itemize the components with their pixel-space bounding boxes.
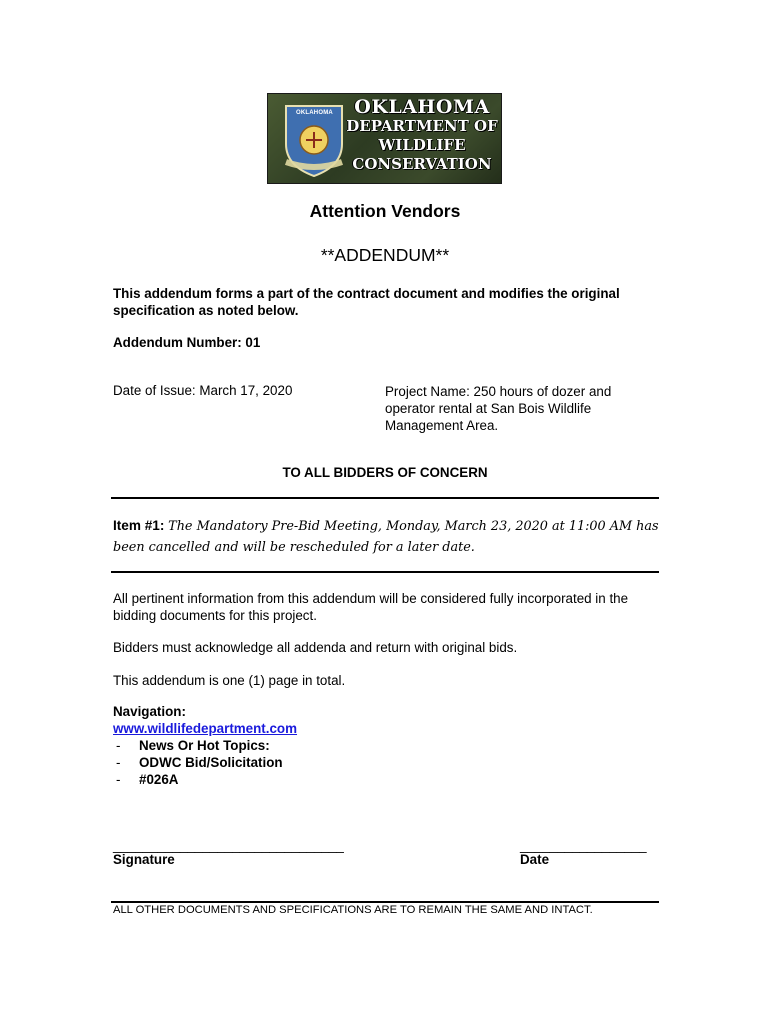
bidders-heading: TO ALL BIDDERS OF CONCERN xyxy=(282,465,488,480)
odwc-logo xyxy=(267,93,502,184)
signature-label: Signature xyxy=(113,852,175,867)
navigation-label: Navigation: xyxy=(113,704,186,719)
paragraph-incorporated: All pertinent information from this addendum will be considered fully incorporated in the bidding documents for this project. xyxy=(113,591,629,623)
logo-title xyxy=(344,98,500,174)
footer-note: ALL OTHER DOCUMENTS AND SPECIFICATIONS ARE TO REMAIN THE SAME AND INTACT. xyxy=(113,904,593,916)
item-1-text: The Mandatory Pre-Bid Meeting, Monday, March 23, 2020 at 11:00 AM has been cancelled and will be rescheduled for a later date. xyxy=(113,519,659,555)
date-line: _________________ xyxy=(520,838,647,853)
page-title: Attention Vendors xyxy=(309,201,461,221)
logo-seal-text: OKLAHOMA xyxy=(296,110,333,116)
date-label: Date xyxy=(520,852,550,867)
addendum-number: Addendum Number: 01 xyxy=(113,335,261,350)
signature-line: _______________________________ xyxy=(113,838,344,853)
nav-step xyxy=(113,771,297,788)
addendum-heading: **ADDENDUM** xyxy=(320,245,450,265)
logo-line-3: WILDLIFE xyxy=(378,136,466,154)
divider-bottom xyxy=(111,901,659,903)
website-link[interactable]: www.wildlifedepartment.com xyxy=(113,721,298,736)
navigation-block xyxy=(113,703,297,788)
nav-step-text: ODWC Bid/Solicitation xyxy=(139,755,283,770)
nav-step-text: News Or Hot Topics: xyxy=(139,738,270,753)
logo-line-1: OKLAHOMA xyxy=(354,96,490,118)
paragraph-page-count: This addendum is one (1) page in total. xyxy=(113,673,346,688)
nav-step-dash: - xyxy=(116,772,121,787)
paragraph-acknowledge: Bidders must acknowledge all addenda and return with original bids. xyxy=(113,640,518,655)
item-1-label: Item #1: xyxy=(113,518,165,533)
logo-line-2: DEPARTMENT OF xyxy=(346,117,498,135)
divider-top xyxy=(111,497,659,499)
nav-step-dash: - xyxy=(116,738,121,753)
nav-step-text: #026A xyxy=(139,772,179,787)
logo-line-4: CONSERVATION xyxy=(352,155,492,173)
item-1 xyxy=(113,516,663,558)
intro-text: This addendum forms a part of the contract document and modifies the original specification as noted below. xyxy=(113,286,620,318)
divider-middle xyxy=(111,571,659,573)
nav-step xyxy=(113,754,297,771)
nav-step-dash: - xyxy=(116,755,121,770)
nav-step xyxy=(113,737,297,754)
project-name: Project Name: 250 hours of dozer and operator rental at San Bois Wildlife Management Area. xyxy=(385,384,612,433)
date-of-issue: Date of Issue: March 17, 2020 xyxy=(113,383,293,398)
